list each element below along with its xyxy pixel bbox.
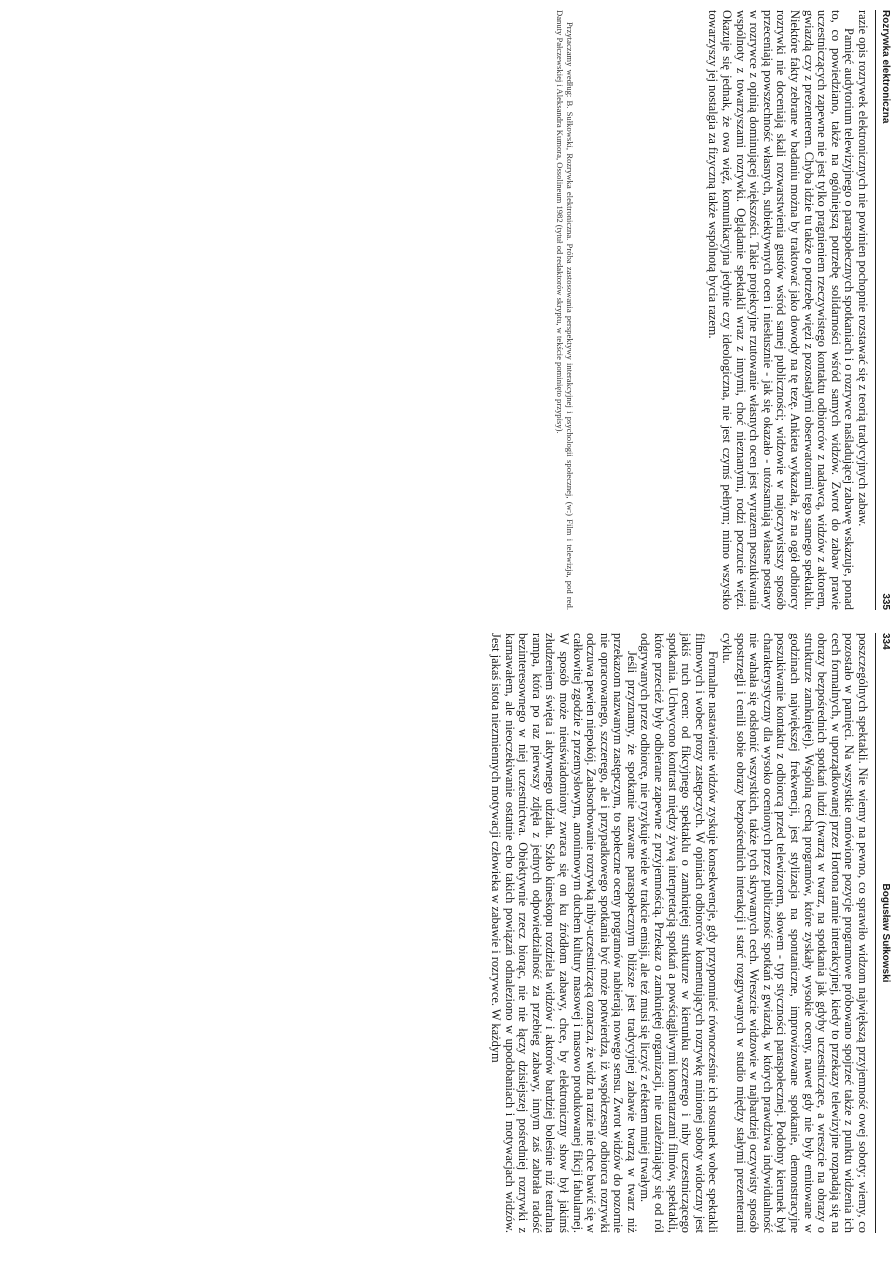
- page-335: [133, 10, 893, 610]
- running-head-author: Bogusław Sułkowski: [880, 883, 891, 983]
- footnote-text: Przytaczamy według: B. Sułkowski, Rozrywka elektroniczna. Próba zastosowania perspektywy interakcyjnej i psychologii społecznej, (w:) Film i telewizja, pod red. Danuty Pałczewskiej i Aleksandra Kumora, Ossolineum 1982 (tytuł od redaktorów skryptu, w tekście pominięto przypisy).: [554, 10, 575, 610]
- header-rule: [875, 633, 876, 1233]
- header-rule: [875, 10, 876, 610]
- paragraph: poszczególnych spektakli. Nie wiemy na pewno, co sprawiło widzom największą przyjemność owej soboty; wiemy, co pozostało w pamięci. Na wszystkie omówione pozycje programowe próbowano spojrzeć także z punktu widzenia ich cech formalnych, w uporządkowanej przez Hortona ramie interakcyjnej, kiedy to przekazy telewizyjne rozpadają się na obrazy bezpośrednich spotkań ludzi (twarzą w twarz, na spotkania jak gdyby uczestniczące, a wreszcie na obrazy o strukturze zamkniętej). Wspólną cechą programów, które zyskały wysokie oceny, nawet gdy nie były emitowane w godzinach największej frekwencji, jest stylizacja na spontaniczne, improwizowane spotkanie, demonstracyjne poszukiwanie kontaktu z odbiorcą przed telewizorem, słowem - typ styczności paraspołecznej. Podobny kierunek był charakterystyczny dla wysoko ocenionych przez publiczność spotkań z gwiazdą, w których prawdziwa indywidualność nie wahała się odsłonić wszystkich, także tych skrywanych cech. Wreszcie widzowie w najbardziej oczywisty sposób spostrzegli i cenili sobie obrazy bezpośrednich interakcji i starć rozgrywanych w studio między stałymi prezenterami cyklu.: [720, 633, 870, 1233]
- footnote: [554, 10, 575, 610]
- paragraph: Pamięć audytorium telewizyjnego o paraspołecznych spotkaniach i o rozrywce naśladującej zabawę wskazuje, ponad to, co powiedziano, także na ogólniejszą potrzebę solidarności wśród samych widzów. Zwrot do zabaw prawie uczestniczących zapewne nie jest tylko pragnieniem rzeczywistego kontaktu odbiorców z nadawcą, widzów z aktorem, gwiazdą czy z prezenterem. Chyba idzie tu także o potrzebę więzi z pozostałymi obserwatorami tego samego spektaklu. Niektóre fakty zebrane w badaniu można by traktować jako dowody na tę tezę. Ankieta wykazała, że na ogół odbiorcy rozrywki nie doceniają skali rozwarstwienia gustów wśród samej publiczności; widzowie w najoczywistszy sposób przeceniają powszechność własnych, subiektywnych ocen i niesłusznie - jak się okazało - utożsamiają własne postawy w rozrywce z opinią dominującej większości. Takie projekcyjne rzutowanie własnych ocen jest wyrazem poszukiwania wspólnoty z towarzyszami rozrywki. Oglądanie spektakli wraz z innymi, choć nieznanymi, rodzi poczucie więzi. Okazuje się jednak, że owa więź, komunikacyjna jedynie czy ideologiczna, nie jest czymś pełnym; mimo wszystko towarzyszy jej nostalgia za fizyczną także wspólnotą bycia razem.: [706, 10, 857, 610]
- body-text: [706, 10, 869, 610]
- page-number: 334: [880, 633, 891, 650]
- page-334: [133, 633, 893, 1233]
- paragraph: Formalne nastawienie widzów zyskuje konsekwencje, gdy przypomnieć równocześnie ich stosunek wobec spektakli filmowych i wobec prozy zastępczych. W opiniach odbiorców komentujących rozrywkę minionej soboty widoczny jest jakiś ruch ocen: od fikcyjnego spektaklu o zamkniętej strukturze w kierunku szczerego i niby uczestniczącego spotkania. Uchwycono kontrast między żywą interpretacją spotkań a powściągliwymi komentarzami filmów, spektakli, które przecież były odbierane zapewne z przyjemnością. Przekaz o zamkniętej organizacji, nie uzależniający się od ról odgrywanych przez odbiorcę, nie ryzykuje wiele w trakcie emisji, ale też musi się liczyć z efektem mniej trwałym.: [638, 633, 721, 1233]
- body-text: [488, 633, 869, 1233]
- paragraph: razie opis rozrywek elektronicznych nie powinien pochopnie rozstawać się z teorią tradycyjnych zabaw.: [856, 10, 870, 527]
- running-head-title: Rozrywka elektroniczna: [880, 10, 891, 124]
- running-header: [877, 633, 893, 1233]
- paragraph: Jeśli przyznamy, że spotkanie nazwane paraspołecznym bliższe jest tradycyjnej zabawie twarzą w twarz niż przekazom nazwanym zastępczym, to społeczne oceny programów nabierają nowego sensu. Zwrot widzów do pozornie nie opracowanego, szczerego, ale i przypadkowego spotkania być może potwierdza, iż współczesny odbiorca rozrywki odczuwa pewien niepokój. Zaabsorbowanie rozrywką niby-uczestniczącą oznacza, że widz na razie nie chce bawić się w całkowitej zgodzie z przemysłowym, anonimowym duchem kultury masowej i masowo produkowanej fikcji fabularnej. W sposób może nieuświadomiony zwraca się on ku źródłom zabawy, chce, by elektroniczny show był jakimś złudzeniem święta i aktywnego udziału. Szkło kineskopu rozdziela widzów i aktorów bardziej boleśnie niż teatralna rampa, która po raz pierwszy zdjęła z jednych odpowiedzialność za przebieg zabawy, innym zaś zabrała radość bezinteresownego w niej uczestnictwa. Obiektywnie rzecz biorąc, nie nie łączy dzisiejszej pośredniej rozrywki z karnawałem, ale nieoczekiwanie ostatnie echo takich powiązań odnaleziono w upodobaniach i motywacjach widzów. Jest jakaś istota niezmiennych motywacji człowieka w zabawie i rozrywce. W każdym: [488, 633, 639, 1233]
- running-header: [877, 10, 893, 610]
- page-number: 335: [880, 593, 891, 610]
